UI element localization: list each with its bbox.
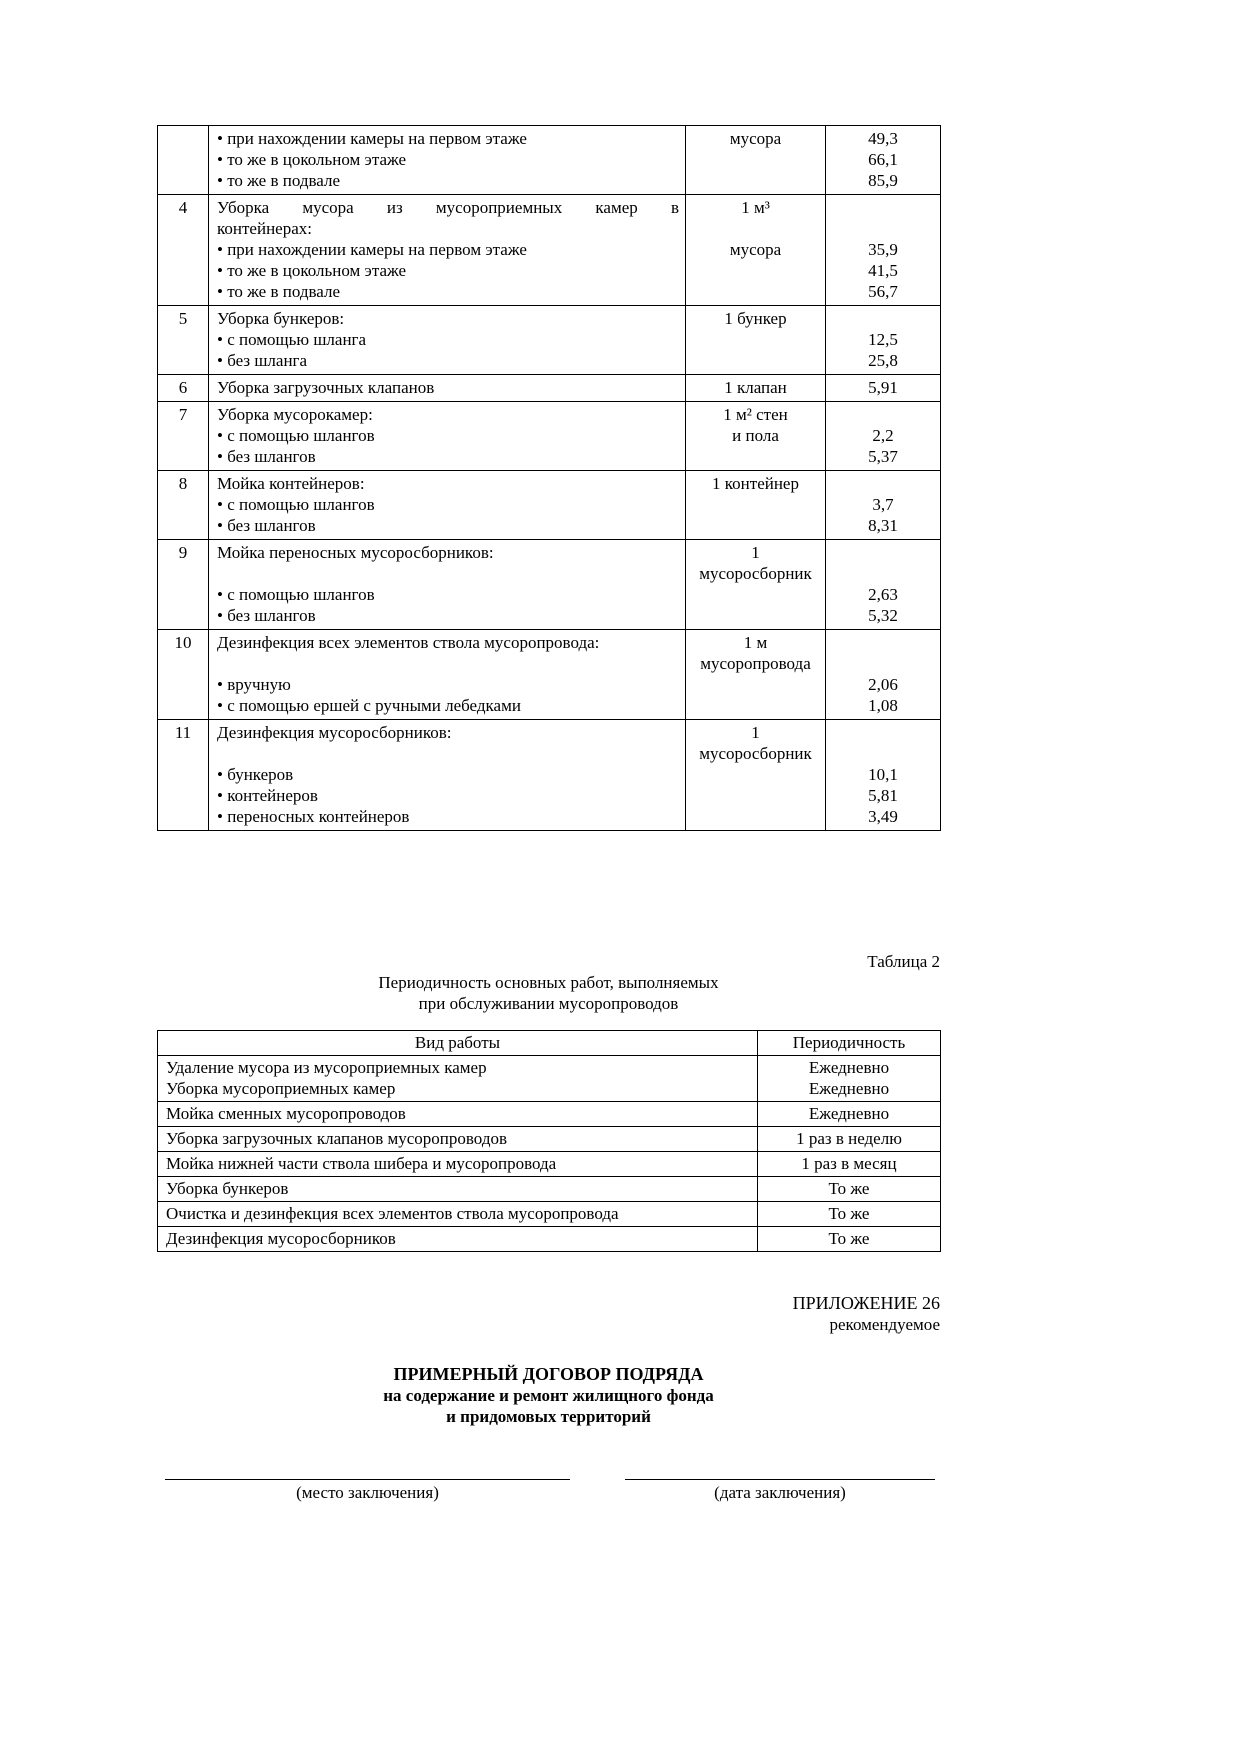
cell-line: Уборка мусороприемных камер [166,1079,396,1098]
table2-label: Таблица 2 [867,952,940,971]
cell-line: Уборка бункеров [166,1179,289,1198]
cell-line: • то же в цокольном этаже [217,261,407,280]
cell-num [158,126,209,195]
cell-period [758,1227,941,1252]
cell-unit [686,630,826,720]
cell-line: 25,8 [868,351,898,370]
cell-line [826,653,940,674]
cell-desc [209,540,686,630]
cell-line: контейнерах: [217,219,312,238]
cell-line [826,743,940,764]
cell-num [158,540,209,630]
cell-line: 5,81 [868,786,898,805]
cell-line: Очистка и дезинфекция всех элементов ствола мусоропровода [166,1204,619,1223]
cell-unit [686,126,826,195]
cell-line: мусоросборник [699,744,812,763]
cell-line: • при нахождении камеры на первом этаже [217,240,527,259]
cell-line: • с помощью шлангов [217,426,375,445]
cell-line [217,653,679,674]
cell-line: 1 [751,543,760,562]
cell-line [826,542,940,563]
cell-line: Ежедневно [808,1058,890,1077]
cell-line: • бункеров [217,765,294,784]
cell-line: 10 [174,633,192,652]
cell-line: Дезинфекция мусоросборников [166,1229,396,1248]
cell-unit [686,402,826,471]
cell-line: 2,63 [868,585,898,604]
cell-unit [686,471,826,540]
cell-line: 4 [178,198,188,217]
work-norm-row [158,375,941,402]
cell-line: 6 [178,378,188,397]
cell-line [826,563,940,584]
cell-line [826,404,940,425]
cell-line: 9 [178,543,188,562]
cell-desc [209,126,686,195]
cell-line: • переносных контейнеров [217,807,410,826]
cell-period [758,1177,941,1202]
cell-line [826,218,940,239]
cell-line [826,308,940,329]
cell-line: 85,9 [868,171,898,190]
cell-line: То же [828,1204,870,1223]
cell-line: 1,08 [868,696,898,715]
place-signature-block [165,1465,570,1503]
cell-line: • контейнеров [217,786,318,805]
cell-line: • без шланга [217,351,308,370]
cell-value [826,630,941,720]
cell-value [826,540,941,630]
cell-line: 1 клапан [724,378,787,397]
cell-work [158,1127,758,1152]
work-norm-row [158,540,941,630]
cell-line: Ежедневно [808,1079,890,1098]
cell-value [826,471,941,540]
cell-line: • с помощью шлангов [217,495,375,514]
place-blank-line [165,1465,570,1480]
cell-line [686,218,825,239]
cell-line: 1 м² стен [723,405,788,424]
cell-value [826,402,941,471]
cell-line: 10,1 [868,765,898,784]
work-norm-row [158,471,941,540]
cell-line: 1 раз в месяц [801,1154,897,1173]
cell-value [826,720,941,831]
cell-line: 5,37 [868,447,898,466]
cell-period [758,1056,941,1102]
cell-line: 1 раз в неделю [796,1129,902,1148]
cell-line: 1 м [743,633,768,652]
cell-work [158,1177,758,1202]
cell-line: 7 [178,405,188,424]
table2-title-line2: при обслуживании мусоропроводов [418,994,679,1013]
cell-work [158,1102,758,1127]
date-signature-block [625,1465,935,1503]
cell-line [826,197,940,218]
cell-line: • то же в цокольном этаже [217,150,407,169]
cell-line: 8,31 [868,516,898,535]
work-norm-row [158,630,941,720]
cell-line: Мойка сменных мусоропроводов [166,1104,406,1123]
work-norm-row [158,126,941,195]
cell-period [758,1102,941,1127]
cell-line: Уборка мусорокамер: [217,405,373,424]
cell-desc [209,471,686,540]
cell-desc [209,195,686,306]
periodicity-table [157,1030,941,1252]
cell-num [158,720,209,831]
cell-num [158,375,209,402]
cell-line: Удаление мусора из мусороприемных камер [166,1058,487,1077]
periodicity-row [158,1227,941,1252]
cell-value [826,195,941,306]
date-caption: (дата заключения) [714,1483,846,1502]
cell-work [158,1202,758,1227]
cell-period [758,1202,941,1227]
cell-line: 49,3 [868,129,898,148]
cell-line: • без шлангов [217,447,316,466]
cell-line: 11 [174,723,192,742]
cell-line [826,632,940,653]
cell-work [158,1056,758,1102]
cell-unit [686,306,826,375]
contract-title-line3: и придомовых территорий [446,1407,651,1426]
signature-row [157,1465,940,1503]
cell-line: мусоропровода [700,654,811,673]
cell-desc [209,720,686,831]
cell-desc [209,630,686,720]
contract-title-line1: ПРИМЕРНЫЙ ДОГОВОР ПОДРЯДА [393,1364,704,1384]
cell-line: 5,32 [868,606,898,625]
cell-line: • с помощью ершей с ручными лебедками [217,696,521,715]
periodicity-row [158,1056,941,1102]
cell-line: То же [828,1179,870,1198]
cell-line: 41,5 [868,261,898,280]
cell-num [158,402,209,471]
cell-value [826,375,941,402]
cell-line: 1 м³ [741,198,770,217]
cell-line: Мойка контейнеров: [217,474,365,493]
header-periodicity: Периодичность [758,1031,941,1056]
periodicity-row [158,1202,941,1227]
work-norm-row [158,195,941,306]
cell-line: Уборка мусора из мусороприемных камер в [217,198,679,217]
cell-unit [686,195,826,306]
cell-line: мусора [729,240,782,259]
cell-line: 12,5 [868,330,898,349]
cell-line: • с помощью шланга [217,330,367,349]
work-norms-table [157,125,941,831]
cell-line: • без шлангов [217,516,316,535]
periodicity-row [158,1127,941,1152]
cell-line: • вручную [217,675,291,694]
cell-line: и пола [732,426,779,445]
cell-line: То же [828,1229,870,1248]
cell-line: 1 бункер [724,309,787,328]
cell-line: • без шлангов [217,606,316,625]
cell-desc [209,402,686,471]
cell-line: мусоросборник [699,564,812,583]
cell-line: 5,91 [868,378,898,397]
cell-line: Дезинфекция всех элементов ствола мусоропровода: [217,633,600,652]
cell-line: мусора [729,129,782,148]
cell-work [158,1152,758,1177]
work-norm-row [158,720,941,831]
cell-line: 2,2 [872,426,894,445]
work-norm-row [158,402,941,471]
cell-num [158,471,209,540]
appendix-label: ПРИЛОЖЕНИЕ 26 [792,1293,940,1313]
date-blank-line [625,1465,935,1480]
cell-desc [209,306,686,375]
cell-line: • то же в подвале [217,171,341,190]
cell-line [217,743,679,764]
cell-num [158,306,209,375]
cell-line: 35,9 [868,240,898,259]
cell-unit [686,720,826,831]
cell-line: Мойка переносных мусоросборников: [217,543,494,562]
cell-num [158,630,209,720]
cell-line [826,722,940,743]
cell-line: 56,7 [868,282,898,301]
cell-line: 66,1 [868,150,898,169]
cell-line: 3,49 [868,807,898,826]
table2-title-line1: Периодичность основных работ, выполняемых [378,973,719,992]
cell-line: 1 контейнер [712,474,799,493]
cell-line: • при нахождении камеры на первом этаже [217,129,527,148]
header-work-type: Вид работы [158,1031,758,1056]
cell-line: Уборка бункеров: [217,309,345,328]
cell-desc [209,375,686,402]
cell-value [826,306,941,375]
cell-line: • с помощью шлангов [217,585,375,604]
place-caption: (место заключения) [296,1483,439,1502]
cell-line: 5 [178,309,188,328]
cell-line: • то же в подвале [217,282,341,301]
cell-period [758,1152,941,1177]
contract-title-line2: на содержание и ремонт жилищного фонда [383,1386,714,1405]
work-norm-row [158,306,941,375]
appendix-sublabel: рекомендуемое [829,1315,940,1334]
cell-line [217,563,679,584]
cell-line: Мойка нижней части ствола шибера и мусоропровода [166,1154,557,1173]
periodicity-row [158,1177,941,1202]
cell-line: Уборка загрузочных клапанов мусоропроводов [166,1129,507,1148]
cell-line: Дезинфекция мусоросборников: [217,723,452,742]
periodicity-row [158,1102,941,1127]
cell-line [158,128,208,149]
cell-value [826,126,941,195]
cell-period [758,1127,941,1152]
cell-line: Уборка загрузочных клапанов [217,378,435,397]
periodicity-row [158,1152,941,1177]
cell-work [158,1227,758,1252]
cell-num [158,195,209,306]
cell-line: 8 [178,474,188,493]
periodicity-header-row [158,1031,941,1056]
cell-line: 1 [751,723,760,742]
appendix-block [157,1292,940,1335]
contract-title-block [157,1363,940,1427]
cell-line: Ежедневно [808,1104,890,1123]
cell-line: 2,06 [868,675,898,694]
cell-unit [686,375,826,402]
cell-line: 3,7 [872,495,894,514]
cell-unit [686,540,826,630]
cell-line [826,473,940,494]
